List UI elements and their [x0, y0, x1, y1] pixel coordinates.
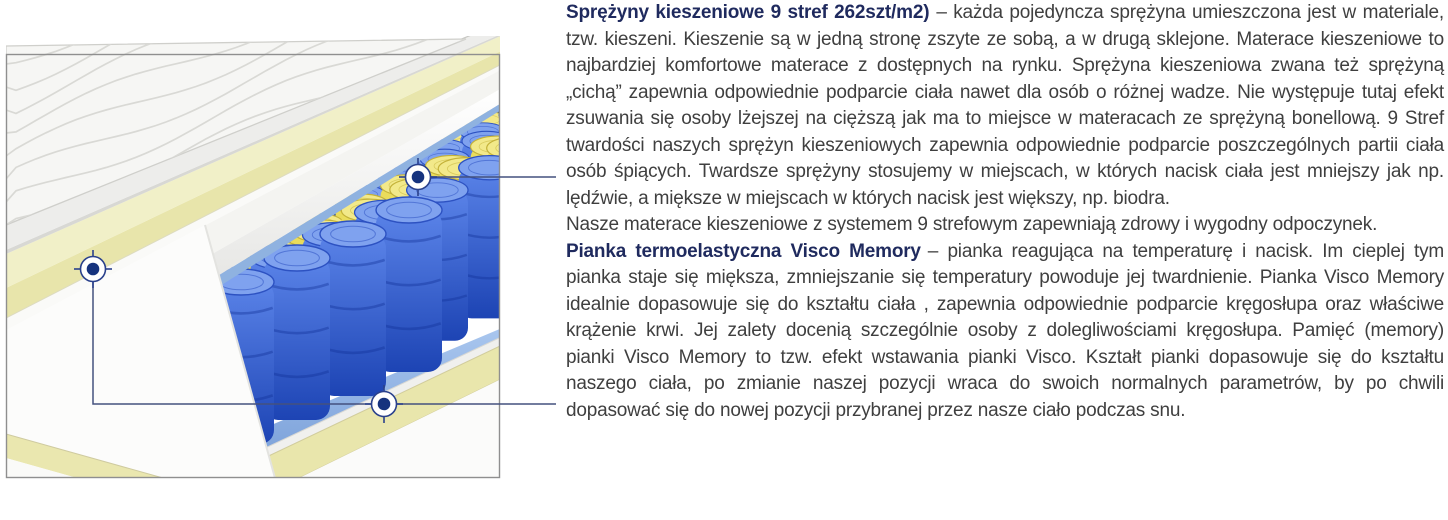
section-visco-heading: Pianka termoelastyczna Visco Memory — [566, 240, 921, 262]
section-springs-body: – każda pojedyncza sprężyna umieszczona jest w materiale, tzw. kieszeni. Kieszenie są w jedną stronę zszyte ze sobą, a w drugą sklejone. Materace kieszeniowe to najbardziej komfortowe materace z dostępnych na rynku. Sprężyna kieszeniowa zwana też sprężyną „cichą” zapewnia odpowiednie podparcie ciała nawet dla osób o różnej wadze. Nie występuje tutaj efekt zsuwania się osoby lżejszej na cięższą jak ma to miejsce w materacach ze sprężyną bonellową. 9 Stref twardości naszych sprężyn kieszeniowych zapewnia odpowiednie podparcie poszczególnych partii ciała osób śpiących. Twardsze sprężyny stosujemy w miejscach, w których nacisk ciała jest mniejszy jak np. lędźwie, a miększe w miejscach w których nacisk jest większy, np. biodra. — [566, 2, 1444, 209]
description-text — [566, 0, 1444, 424]
section-springs — [566, 0, 1444, 212]
mattress-cutaway-diagram — [0, 0, 560, 520]
section-visco — [566, 239, 1444, 425]
section-springs-footer: Nasze materace kieszeniowe z systemem 9 strefowym zapewniają zdrowy i wygodny odpoczynek. — [566, 214, 1378, 235]
section-visco-body: – pianka reagująca na temperaturę i nacisk. Im cieplej tym pianka staje się miększa, zmniejszanie się temperatury powoduje jej twardnienie. Pianka Visco Memory idealnie dopasowuje się do kształtu ciała , zapewnia odpowiednie podparcie kręgosłupa oraz właściwe krążenie krwi. Jej zalety docenią szczególnie osoby z dolegliwościami kręgosłupa. Pamięć (memory) pianki Visco Memory to tzw. efekt wstawania pianki Visco. Kształt pianki dopasowuje się do kształtu naszego ciała, po zmianie naszej pozycji wraca do swoich normalnych parametrów, by po chwili dopasować się do nowej pozycji przybranej przez nasze ciało podczas snu. — [566, 240, 1444, 421]
section-springs-heading: Sprężyny kieszeniowe 9 stref 262szt/m2) — [566, 2, 930, 23]
